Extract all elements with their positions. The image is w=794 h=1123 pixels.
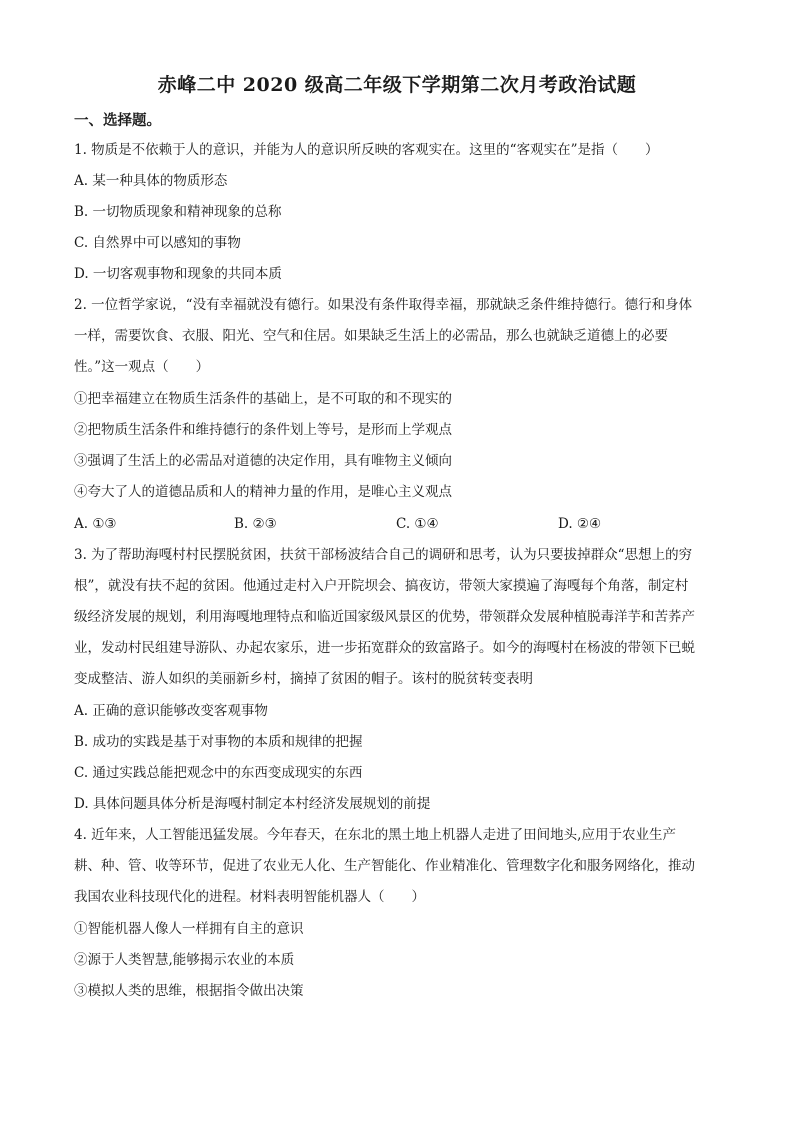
exam-title: 赤峰二中 2020 级高二年级下学期第二次月考政治试题 <box>157 74 637 96</box>
question-4-stem-line-2: 耕、种、管、收等环节，促进了农业无人化、生产智能化、作业精准化、管理数字化和服务网络化，推动 <box>74 858 695 874</box>
question-1-option-c: C. 自然界中可以感知的事物 <box>74 235 241 251</box>
question-4-item-1: ①智能机器人像人一样拥有自主的意识 <box>74 921 304 937</box>
question-4-item-3: ③模拟人类的思维，根据指令做出决策 <box>74 983 304 999</box>
question-3-stem-line-5: 变成整洁、游人如织的美丽新乡村，摘掉了贫困的帽子。该村的脱贫转变表明 <box>74 671 533 687</box>
question-1-stem: 1. 物质是不依赖于人的意识，并能为人的意识所反映的客观实在。这里的“客观实在”是指（ ） <box>74 142 659 158</box>
question-2-item-1: ①把幸福建立在物质生活条件的基础上，是不可取的和不现实的 <box>74 391 452 407</box>
question-3-stem-line-2: 根”，就没有扶不起的贫困。他通过走村入户开院坝会、搞夜访，带领大家摸遍了海嘎每个角落，制定村 <box>74 578 689 594</box>
question-2-choice-a: A. ①③ <box>74 516 117 532</box>
question-1-option-a: A. 某一种具体的物质形态 <box>74 173 228 189</box>
question-2-item-4: ④夸大了人的道德品质和人的精神力量的作用，是唯心主义观点 <box>74 484 452 500</box>
question-2-item-3: ③强调了生活上的必需品对道德的决定作用，具有唯物主义倾向 <box>74 453 452 469</box>
question-3-option-b: B. 成功的实践是基于对事物的本质和规律的把握 <box>74 734 363 750</box>
question-4-stem-line-1: 4. 近年来，人工智能迅猛发展。今年春天，在东北的黑土地上机器人走进了田间地头,应用于农业生产 <box>74 827 676 843</box>
question-2-choices <box>74 515 674 533</box>
question-3-option-d: D. 具体问题具体分析是海嘎村制定本村经济发展规划的前提 <box>74 796 431 812</box>
question-2-item-2: ②把物质生活条件和维持德行的条件划上等号，是形而上学观点 <box>74 422 452 438</box>
question-3-stem-line-1: 3. 为了帮助海嘎村村民摆脱贫困，扶贫干部杨波结合自己的调研和思考，认为只要拔掉群众“思想上的穷 <box>74 547 693 563</box>
question-3-stem-line-4: 业，发动村民组建导游队、办起农家乐，进一步拓宽群众的致富路子。如今的海嘎村在杨波的带领下已蜕 <box>74 640 695 656</box>
question-2-choice-b: B. ②③ <box>234 516 277 532</box>
question-2-choice-d: D. ②④ <box>558 516 602 532</box>
question-1-option-d: D. 一切客观事物和现象的共同本质 <box>74 266 282 282</box>
section-heading: 一、选择题。 <box>74 112 161 129</box>
question-2-stem-line-1: 2. 一位哲学家说，“没有幸福就没有德行。如果没有条件取得幸福，那就缺乏条件维持德行。德行和身体 <box>74 297 693 313</box>
question-2-stem-line-2: 一样，需要饮食、衣服、阳光、空气和住居。如果缺乏生活上的必需品，那么也就缺乏道德上的必要 <box>74 328 668 344</box>
question-3-stem-line-3: 级经济发展的规划，利用海嘎地理特点和临近国家级风景区的优势，带领群众发展种植脱毒洋芋和苦荞产 <box>74 609 695 625</box>
question-2-choice-c: C. ①④ <box>396 516 439 532</box>
question-1-option-b: B. 一切物质现象和精神现象的总称 <box>74 204 282 220</box>
question-2-stem-line-3: 性。”这一观点（ ） <box>74 359 210 375</box>
question-4-item-2: ②源于人类智慧,能够揭示农业的本质 <box>74 952 295 968</box>
question-3-option-a: A. 正确的意识能够改变客观事物 <box>74 703 268 719</box>
question-4-stem-line-3: 我国农业科技现代化的进程。材料表明智能机器人（ ） <box>74 889 425 905</box>
question-3-option-c: C. 通过实践总能把观念中的东西变成现实的东西 <box>74 765 363 781</box>
